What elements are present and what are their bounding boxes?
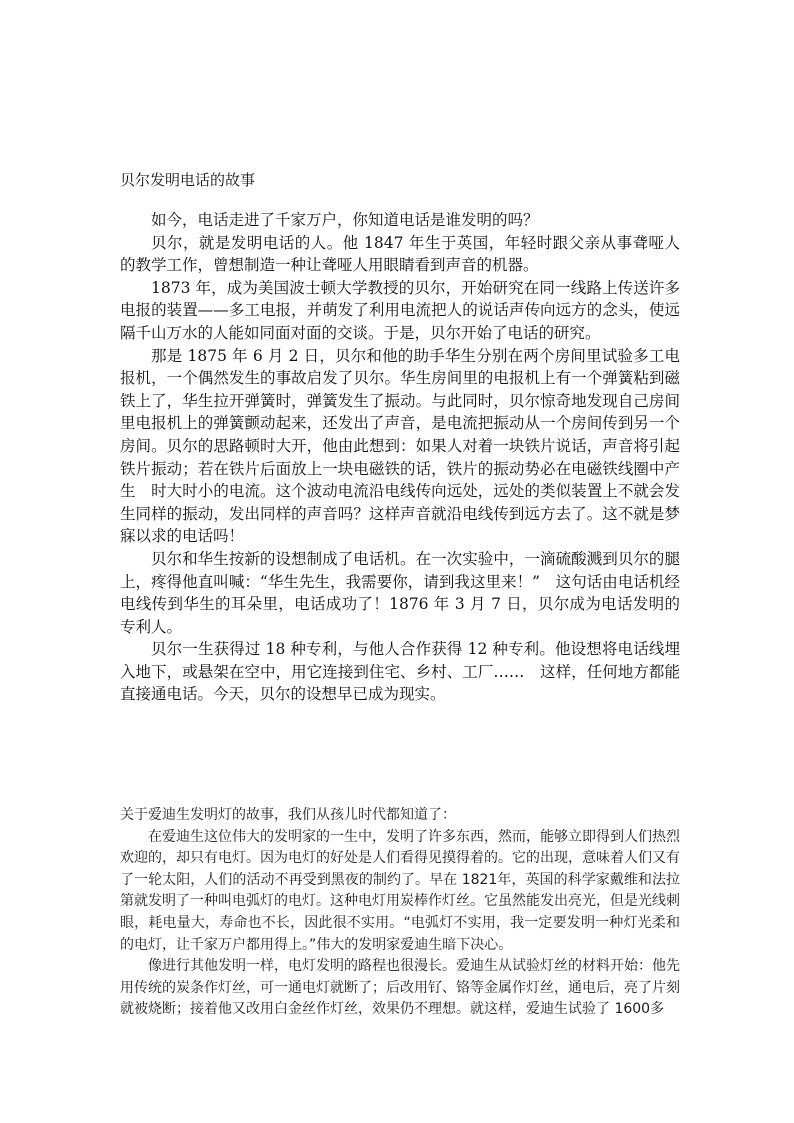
paragraph: 如今，电话走进了千家万户，你知道电话是谁发明的吗？ <box>151 211 539 229</box>
paragraph: 那是 1875 年 6 月 2 日，贝尔和他的助手华生分别在两个房间里试验多工电报机，一个偶然发生的事故启发了贝尔。华生房间里的电报机上有一个弹簧粘到磁铁上了，华生拉开弹簧时，弹簧发生了振动。与此同时，贝尔惊奇地发现自己房间里电报机上的弹簧颤动起来，还发出了声音，是电流把振动从一个房间传到另一个房间。贝尔的思路顿时大开，他由此想到：如果人对着一块铁片说话，声音将引起铁片振动；若在铁片后面放上一块电磁铁的话，铁片的振动势必在电磁铁线圈中产生 时大时小的电流。这个波动电流沿电线传向远处，远处的类似装置上不就会发生同样的振动，发出同样的声音吗？这样声音就沿电线传到远方去了。这不就是梦寐以求的电话吗！ <box>120 346 680 546</box>
paragraph: 贝尔，就是发明电话的人。他 1847 年生于英国，年轻时跟父亲从事聋哑人的教学工作，曾想制造一种让聋哑人用眼睛看到声音的机器。 <box>120 233 680 275</box>
intro-line: 关于爱迪生发明灯的故事，我们从孩儿时代都知道了： <box>120 807 456 823</box>
paragraph: 贝尔一生获得过 18 种专利，与他人合作获得 12 种专利。他设想将电话线埋入地下，或悬架在空中，用它连接到住宅、乡村、工厂…… 这样，任何地方都能直接通电话。今天，贝尔的设想早已成为现实。 <box>120 640 680 704</box>
story-title: 贝尔发明电话的故事 <box>120 171 256 189</box>
edison-story-body <box>120 805 680 1021</box>
bell-story-body <box>120 209 680 706</box>
paragraph: 1873 年，成为美国波士顿大学教授的贝尔，开始研究在同一线路上传送许多电报的装置——多工电报，并萌发了利用电流把人的说话声传向远方的念头，使远隔千山万水的人能如同面对面的交谈。于是，贝尔开始了电话的研究。 <box>120 278 680 342</box>
paragraph: 在爱迪生这位伟大的发明家的一生中，发明了许多东西，然而，能够立即得到人们热烈欢迎的，却只有电灯。因为电灯的好处是人们看得见摸得着的。它的出现，意味着人们又有了一轮太阳，人们的活动不再受到黑夜的制约了。早在 1821年，英国的科学家戴维和法拉第就发明了一种叫电弧灯的电灯。这种电灯用炭棒作灯丝。它虽然能发出亮光，但是光线刺眼，耗电量大，寿命也不长，因此很不实用。“电弧灯不实用，我一定要发明一种灯光柔和的电灯，让千家万户都用得上。”伟大的发明家爱迪生暗下决心。 <box>120 828 680 953</box>
paragraph: 贝尔和华生按新的设想制成了电话机。在一次实验中，一滴硫酸溅到贝尔的腿上，疼得他直叫喊：“华生先生，我需要你，请到我这里来！” 这句话由电话机经电线传到华生的耳朵里，电话成功了！1876 年 3 月 7 日，贝尔成为电话发明的专利人。 <box>120 549 680 636</box>
paragraph: 像进行其他发明一样，电灯发明的路程也很漫长。爱迪生从试验灯丝的材料开始：他先用传统的炭条作灯丝，可一通电灯就断了；后改用钌、铬等金属作灯丝，通电后，亮了片刻就被烧断；接着他又改用白金丝作灯丝，效果仍不理想。就这样，爱迪生试验了 1600多 <box>120 958 680 1018</box>
